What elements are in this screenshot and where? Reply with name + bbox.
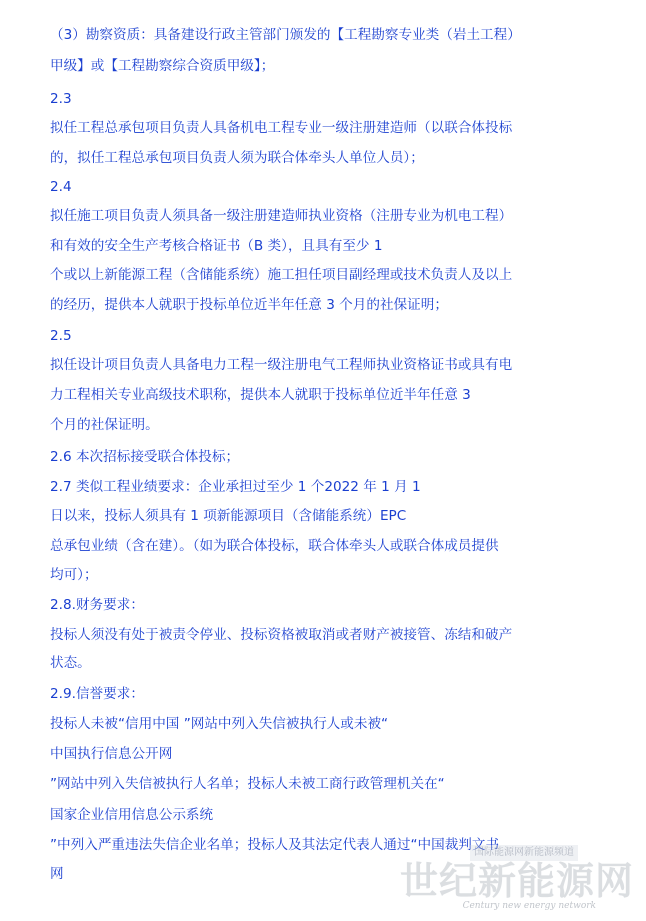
doc-line: 的，拟任工程总承包项目负责人须为联合体牵头人单位人员）； bbox=[50, 150, 424, 166]
doc-line: 2.3 bbox=[50, 91, 72, 107]
doc-line: 中国执行信息公开网 bbox=[50, 746, 173, 762]
doc-line: ”网站中列入失信被执行人名单；投标人未被工商行政管理机关在“ bbox=[50, 776, 445, 792]
doc-line: 投标人须没有处于被责令停业、投标资格被取消或者财产被接管、冻结和破产 bbox=[50, 627, 513, 643]
doc-line: 个或以上新能源工程（含储能系统）施工担任项目副经理或技术负责人及以上 bbox=[50, 267, 513, 283]
doc-line: 网 bbox=[50, 866, 64, 882]
doc-line: 状态。 bbox=[50, 655, 91, 671]
doc-line: 均可）； bbox=[50, 567, 98, 583]
doc-line: 甲级】或【工程勘察综合资质甲级】； bbox=[50, 58, 275, 74]
doc-line: 2.7 类似工程业绩要求：企业承担过至少 1 个2022 年 1 月 1 bbox=[50, 479, 421, 495]
doc-line: （3）勘察资质：具备建设行政主管部门颁发的【工程勘察专业类（岩土工程） bbox=[50, 27, 521, 43]
watermark-main-text: 世纪新能源网 bbox=[399, 858, 634, 903]
doc-line: 2.8.财务要求： bbox=[50, 597, 144, 613]
doc-line: 2.4 bbox=[50, 179, 72, 195]
watermark-sub-text: Century new energy network bbox=[462, 901, 596, 911]
doc-line: 日以来，投标人须具有 1 项新能源项目（含储能系统）EPC bbox=[50, 508, 407, 524]
watermark-small-text: 国际能源网新能源频道 bbox=[470, 845, 578, 861]
doc-line: 投标人未被“信用中国 ”网站中列入失信被执行人或未被“ bbox=[50, 716, 389, 732]
doc-line: 和有效的安全生产考核合格证书（B 类），且具有至少 1 bbox=[50, 238, 383, 254]
doc-line: 2.5 bbox=[50, 328, 72, 344]
doc-line: 2.6 本次招标接受联合体投标； bbox=[50, 449, 240, 465]
doc-line: 国家企业信用信息公示系统 bbox=[50, 807, 214, 823]
doc-line: 拟任工程总承包项目负责人具备机电工程专业一级注册建造师（以联合体投标 bbox=[50, 120, 513, 136]
doc-line: 总承包业绩（含在建）。（如为联合体投标，联合体牵头人或联合体成员提供 bbox=[50, 538, 499, 554]
doc-line: 个月的社保证明。 bbox=[50, 417, 159, 433]
doc-line: 的经历，提供本人就职于投标单位近半年任意 3 个月的社保证明； bbox=[50, 297, 448, 313]
doc-line: 力工程相关专业高级技术职称，提供本人就职于投标单位近半年任意 3 bbox=[50, 387, 471, 403]
doc-line: 拟任施工项目负责人须具备一级注册建造师执业资格（注册专业为机电工程） bbox=[50, 208, 513, 224]
doc-line: 2.9.信誉要求： bbox=[50, 686, 144, 702]
doc-line: ”中列入严重违法失信企业名单；投标人及其法定代表人通过“中国裁判文书 bbox=[50, 837, 500, 853]
doc-line: 拟任设计项目负责人具备电力工程一级注册电气工程师执业资格证书或具有电 bbox=[50, 357, 513, 373]
